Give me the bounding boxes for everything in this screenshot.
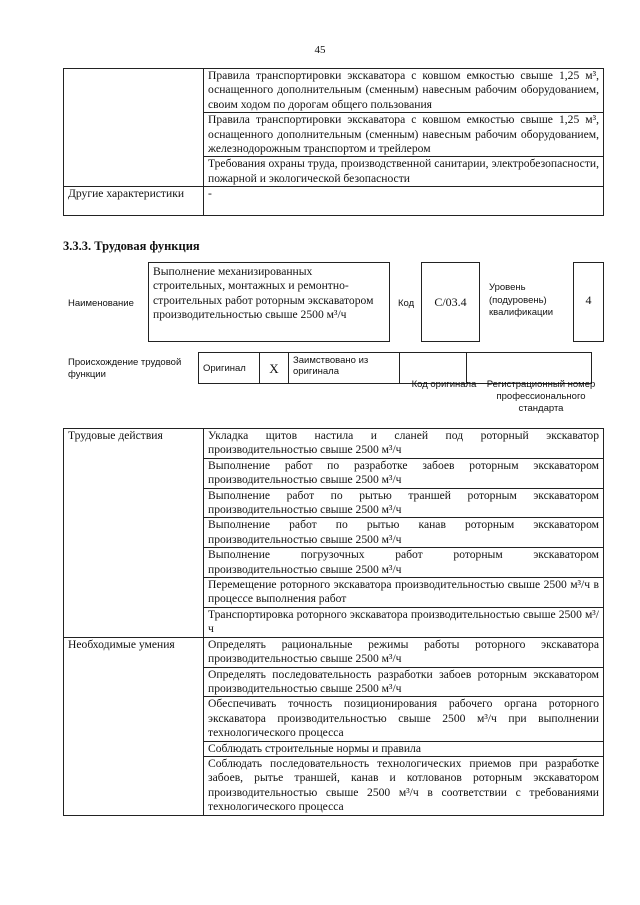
function-code: С/03.4	[421, 262, 480, 342]
labor-action-item: Транспортировка роторного экскаватора производительностью свыше 2500 м³/ч	[204, 607, 604, 637]
level-label: Уровень (подуровень) квалификации	[489, 282, 554, 318]
registration-number-caption: Регистрационный номер профессионального стандарта	[486, 379, 596, 414]
origin-label: Происхождение трудовой функции	[68, 357, 182, 380]
skill-item: Определять рациональные режимы работы роторного экскаватора производительностью свыше 2500 м³/ч	[204, 637, 604, 667]
skill-item: Соблюдать последовательность технологических приемов при разработке забоев, рытье траншей, канав и котлованов роторным экскаватором производительностью свыше 2500 м³/ч в соответствии с требованиями технологического процесса	[204, 756, 604, 815]
skills-label: Необходимые умения	[64, 637, 204, 815]
table-row	[64, 69, 604, 113]
labor-action-item: Перемещение роторного экскаватора производительностью свыше 2500 м³/ч в процессе выполнения работ	[204, 578, 604, 608]
table-row	[64, 429, 604, 459]
skill-item: Определять последовательность разработки забоев роторным экскаватором производительностью свыше 2500 м³/ч	[204, 667, 604, 697]
table-row	[64, 637, 604, 667]
labor-action-item: Выполнение погрузочных работ роторным экскаватором производительностью свыше 2500 м³/ч	[204, 548, 604, 578]
original-mark: X	[260, 353, 289, 384]
labor-action-item: Выполнение работ по рытью траншей роторным экскаватором производительностью свыше 2500 м³/ч	[204, 488, 604, 518]
borrowed-label: Заимствовано из оригинала	[289, 353, 400, 384]
qualification-level: 4	[573, 262, 604, 342]
labor-action-item: Выполнение работ по разработке забоев роторным экскаватором производительностью свыше 2500 м³/ч	[204, 458, 604, 488]
page-number: 45	[314, 44, 326, 56]
other-characteristics-label: Другие характеристики	[64, 187, 204, 216]
section-title: 3.3.3. Трудовая функция	[63, 239, 200, 253]
knowledge-item: Требования охраны труда, производственной санитарии, электробезопасности, пожарной и экологической безопасности	[204, 157, 604, 187]
labor-action-item: Укладка щитов настила и сланей под роторный экскаватор производительностью свыше 2500 м³/ч	[204, 429, 604, 459]
knowledge-item: Правила транспортировки экскаватора с ковшом емкостью свыше 1,25 м³, оснащенного дополнительным (сменным) навесным рабочим оборудованием, своим ходом по дорогам общего пользования	[204, 69, 604, 113]
labor-action-item: Выполнение работ по рытью канав роторным экскаватором производительностью свыше 2500 м³/ч	[204, 518, 604, 548]
empty-label-cell	[64, 69, 204, 187]
original-code-caption: Код оригинала	[411, 379, 477, 390]
other-characteristics-value: -	[204, 187, 604, 216]
code-label: Код	[398, 298, 415, 309]
name-label: Наименование	[68, 298, 134, 309]
skill-item: Обеспечивать точность позиционирования рабочего органа роторного экскаватора производительностью свыше 2500 м³/ч при выполнении технологического процесса	[204, 697, 604, 741]
table-row	[64, 187, 604, 216]
actions-skills-table	[63, 428, 604, 816]
labor-actions-label: Трудовые действия	[64, 429, 204, 638]
function-name: Выполнение механизированных строительных, монтажных и ремонтно-строительных работ роторным экскаватором производительностью свыше 2500 м³/ч	[148, 262, 390, 342]
skill-item: Соблюдать строительные нормы и правила	[204, 741, 604, 756]
knowledge-item: Правила транспортировки экскаватора с ковшом емкостью свыше 1,25 м³, оснащенного дополнительным (сменным) навесным рабочим оборудованием, железнодорожным транспортом и трейлером	[204, 113, 604, 157]
knowledge-continuation-table	[63, 68, 604, 216]
original-label: Оригинал	[199, 353, 260, 384]
